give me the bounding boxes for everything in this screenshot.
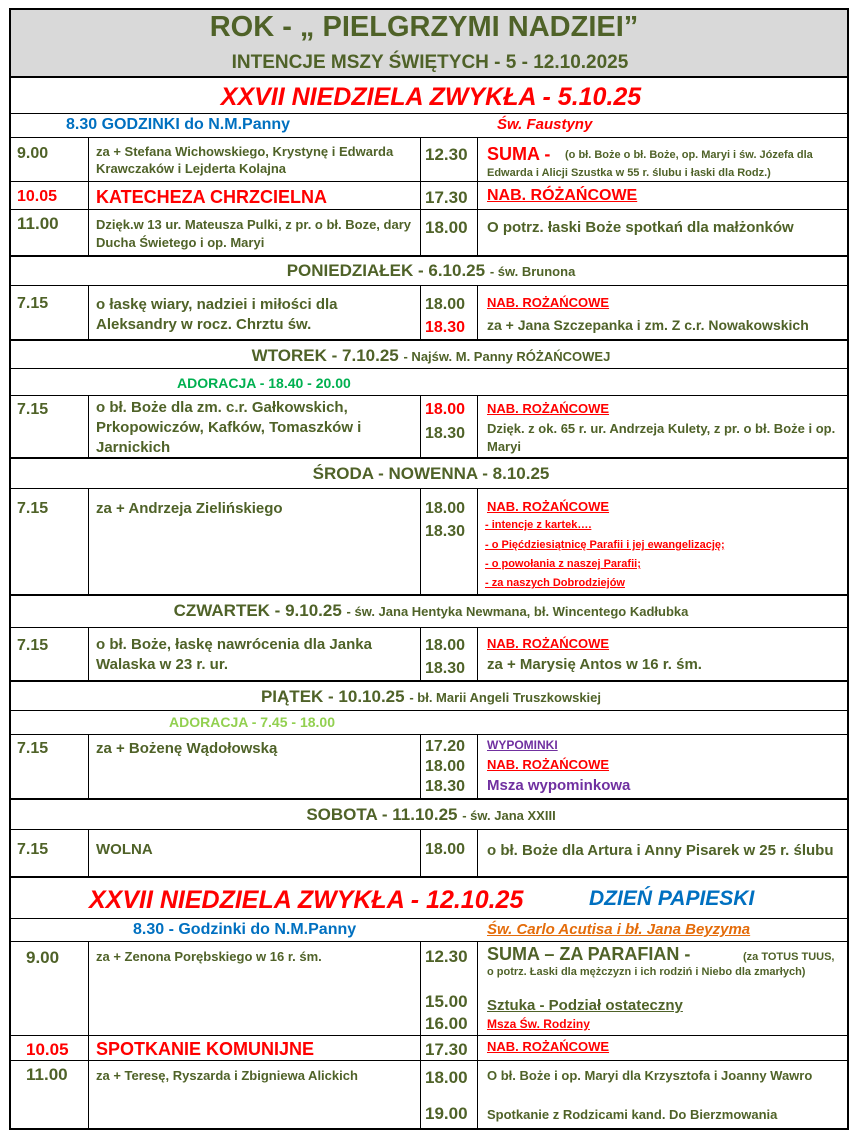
sunday-title: XXVII NIEDZIELA ZWYKŁA - 12.10.25 — [89, 886, 524, 914]
day-feast: - Najśw. M. Panny RÓŻAŃCOWEJ — [403, 349, 611, 364]
mass-time: 18.00 — [425, 218, 468, 237]
saint-of-day: Św. Faustyny — [497, 116, 593, 133]
col-divider — [477, 627, 478, 680]
rosary-label: NAB. ROŻAŃCOWE — [487, 1039, 610, 1054]
mass-intention: WOLNA — [96, 841, 153, 858]
mass-intention: za + Andrzeja Zielińskiego — [96, 500, 283, 517]
col-divider — [477, 137, 478, 255]
mass-time: 18.30 — [425, 778, 466, 795]
mass-time: 18.00 — [425, 1068, 468, 1087]
mass-time: 7.15 — [17, 295, 49, 312]
divider — [9, 680, 849, 682]
divider — [9, 339, 849, 341]
mass-time: 18.00 — [425, 758, 466, 775]
mass-time: 10.05 — [26, 1040, 69, 1059]
col-divider — [477, 488, 478, 594]
mass-intention: O potrz. łaski Boże spotkań dla małżonków — [487, 219, 794, 236]
rosary-label: NAB. ROŻAŃCOWE — [487, 757, 610, 772]
divider — [9, 876, 849, 878]
mass-intention: Msza Św. Rodziny — [487, 1017, 590, 1031]
papal-day: DZIEŃ PAPIESKI — [589, 887, 755, 910]
col-divider — [477, 285, 478, 339]
col-divider — [88, 137, 89, 255]
mass-time: 11.00 — [26, 1065, 68, 1084]
divider — [9, 76, 849, 78]
day-title: SOBOTA - 11.10.25 — [306, 805, 458, 824]
page-title: ROK - „ PIELGRZYMI NADZIEI” — [209, 11, 639, 43]
day-title: WTOREK - 7.10.25 — [251, 346, 399, 365]
col-divider — [420, 395, 421, 457]
day-title: ŚRODA - NOWENNA - 8.10.25 — [312, 464, 550, 483]
divider — [11, 209, 847, 210]
meeting-label: SPOTKANIE KOMUNIJNE — [96, 1039, 315, 1059]
day-title: PIĄTEK - 10.10.25 — [260, 687, 405, 706]
suma-label: SUMA – ZA PARAFIAN - — [487, 944, 691, 964]
col-divider — [420, 941, 421, 1129]
divider — [9, 798, 849, 800]
frame-right — [847, 8, 849, 1130]
divider — [11, 137, 847, 138]
frame-bottom — [9, 1128, 849, 1130]
day-feast: - bł. Marii Angeli Truszkowskiej — [409, 690, 602, 705]
divider — [11, 627, 847, 628]
wypominki-label: WYPOMINKI — [487, 738, 558, 752]
mass-time: 18.00 — [425, 296, 466, 313]
mass-time: 11.00 — [17, 214, 59, 233]
intention-item: - intencje z kartek…. — [485, 519, 592, 531]
mass-time: 7.15 — [17, 740, 49, 757]
divider — [11, 368, 847, 369]
divider — [11, 918, 847, 919]
divider — [11, 113, 847, 114]
mass-time: 18.30 — [425, 523, 466, 540]
day-header-friday — [0, 686, 862, 709]
intention-item: - za naszych Dobrodziejów — [485, 577, 625, 589]
rosary-label: NAB. ROŻAŃCOWE — [487, 636, 610, 651]
divider — [11, 829, 847, 830]
mass-time: 18.30 — [425, 319, 466, 336]
mass-time: 17.20 — [425, 738, 466, 755]
mass-intention: o łaskę wiary, nadziei i miłości dla Aleksandry w rocz. Chrztu św. — [96, 296, 338, 333]
col-divider — [88, 395, 89, 457]
rosary-label: NAB. ROŻAŃCOWE — [487, 499, 610, 514]
suma-intention: (o bł. Boże o bł. Boże, op. Maryi i św. Józefa dla Edwarda i Alicji Szustka w 55 r. ślubu i łaski dla Rodz.) — [487, 149, 813, 179]
divider — [11, 941, 847, 942]
suma-intention-part: (za TOTUS TUUS, — [743, 951, 835, 963]
col-divider — [477, 941, 478, 1129]
mass-time: 7.15 — [17, 500, 49, 517]
divider — [11, 734, 847, 735]
rosary-label: NAB. RÓŻAŃCOWE — [487, 187, 638, 204]
divider — [9, 594, 849, 596]
col-divider — [88, 734, 89, 798]
mass-intention: Dzięk.w 13 ur. Mateusza Pulki, z pr. o bł. Boze, dary Ducha Świetego i op. Maryi — [96, 217, 411, 250]
mass-intention: za + Teresę, Ryszarda i Zbigniewa Alickich — [96, 1068, 358, 1083]
mass-intention: o bł. Boże, łaskę nawrócenia dla Janka Walaska w 23 r. ur. — [96, 636, 372, 673]
mass-intention: za + Zenona Porębskiego w 16 r. śm. — [96, 949, 322, 964]
mass-time: 16.00 — [425, 1014, 468, 1033]
col-divider — [477, 829, 478, 876]
col-divider — [88, 488, 89, 594]
mass-time: 12.30 — [425, 947, 468, 966]
mass-intention: za + Bożenę Wądołowską — [96, 740, 278, 757]
mass-time: 7.15 — [17, 401, 49, 418]
day-header-monday — [0, 260, 862, 283]
mass-time: 17.30 — [425, 1040, 468, 1059]
day-header-tuesday — [0, 345, 862, 368]
mass-time: 18.00 — [425, 637, 466, 654]
mass-intention: za + Marysię Antos w 16 r. śm. — [487, 656, 702, 673]
divider — [9, 255, 849, 257]
divider — [11, 395, 847, 396]
col-divider — [477, 395, 478, 457]
mass-intention: Spotkanie z Rodzicami kand. Do Bierzmowania — [487, 1107, 778, 1122]
day-header-wednesday — [0, 463, 862, 485]
mass-time: 17.30 — [425, 188, 468, 207]
sunday-title: XXVII NIEDZIELA ZWYKŁA - 5.10.25 — [220, 83, 642, 111]
mass-time: 9.00 — [17, 145, 49, 162]
mass-time: 18.00 — [425, 841, 466, 858]
saint-of-day: Św. Carlo Acutisa i bł. Jana Beyzyma — [487, 921, 751, 938]
day-title: PONIEDZIAŁEK - 6.10.25 — [286, 261, 486, 280]
divider — [11, 710, 847, 711]
frame-top — [9, 8, 849, 10]
mass-time: 7.15 — [17, 637, 49, 654]
day-header-saturday — [0, 804, 862, 827]
col-divider — [88, 285, 89, 339]
godzinki: 8.30 - Godzinki do N.M.Panny — [133, 921, 357, 938]
mass-time: 18.30 — [425, 425, 466, 442]
col-divider — [420, 829, 421, 876]
intention-item: - o powołania z naszej Parafii; — [485, 558, 641, 570]
mass-time: 9.00 — [26, 948, 60, 967]
mass-time: 10.05 — [17, 188, 58, 205]
col-divider — [420, 285, 421, 339]
mass-time: 19.00 — [425, 1104, 468, 1123]
day-title: CZWARTEK - 9.10.25 — [173, 601, 342, 620]
divider — [11, 488, 847, 489]
mass-time: 18.00 — [425, 401, 466, 418]
adoration-label: ADORACJA - 7.45 - 18.00 — [169, 714, 335, 730]
col-divider — [477, 734, 478, 798]
adoration-label: ADORACJA - 18.40 - 20.00 — [177, 375, 351, 391]
suma-intention: o potrz. Łaski dla mężczyzn i ich rodziń i Niebo dla zmarłych) — [487, 966, 806, 978]
intention-item: - o Pięćdziesiątnicę Parafii i jej ewangelizację; — [485, 539, 725, 551]
mass-time: 15.00 — [425, 992, 468, 1011]
mass-intention: Dzięk. z ok. 65 r. ur. Andrzeja Kulety, z pr. o bł. Boże i op. Maryi — [487, 421, 836, 454]
katecheza-label: KATECHEZA CHRZCIELNA — [96, 187, 327, 207]
rosary-label: NAB. ROŻAŃCOWE — [487, 401, 610, 416]
divider — [11, 1060, 847, 1061]
mass-time: 18.00 — [425, 500, 466, 517]
rosary-label: NAB. ROŻAŃCOWE — [487, 295, 610, 310]
mass-intention: O bł. Boże i op. Maryi dla Krzysztofa i Joanny Wawro — [487, 1068, 813, 1083]
mass-intention: Msza wypominkowa — [487, 777, 631, 794]
mass-time: 7.15 — [17, 841, 49, 858]
mass-time: 18.30 — [425, 660, 466, 677]
col-divider — [88, 627, 89, 680]
divider — [11, 1035, 847, 1036]
divider — [11, 285, 847, 286]
mass-time: 12.30 — [425, 145, 468, 164]
mass-intention: o bł. Boże dla Artura i Anny Pisarek w 25 r. ślubu — [487, 842, 834, 859]
day-feast: - św. Brunona — [489, 264, 576, 279]
suma-label: SUMA - — [487, 144, 551, 164]
col-divider — [420, 627, 421, 680]
day-feast: - św. Jana Hentyka Newmana, bł. Wincentego Kadłubka — [346, 604, 689, 619]
godzinki: 8.30 GODZINKI do N.M.Panny — [66, 116, 291, 133]
col-divider — [88, 829, 89, 876]
mass-intention: o bł. Boże dla zm. c.r. Gałkowskich, Prkopowiczów, Kafków, Tomaszków i Jarnickich — [96, 399, 362, 456]
col-divider — [420, 137, 421, 255]
day-feast: - św. Jana XXIII — [462, 808, 556, 823]
mass-intention: za + Jana Szczepanka i zm. Z c.r. Nowakowskich — [487, 317, 809, 333]
day-header-thursday — [0, 600, 862, 623]
frame-left — [9, 8, 11, 1130]
col-divider — [420, 734, 421, 798]
play-label: Sztuka - Podział ostateczny — [487, 997, 683, 1014]
mass-intention: za + Stefana Wichowskiego, Krystynę i Edwarda Krawczaków i Lejderta Kolajna — [96, 144, 394, 176]
page-subtitle: INTENCJE MSZY ŚWIĘTYCH - 5 - 12.10.2025 — [231, 52, 629, 73]
col-divider — [420, 488, 421, 594]
col-divider — [88, 941, 89, 1129]
